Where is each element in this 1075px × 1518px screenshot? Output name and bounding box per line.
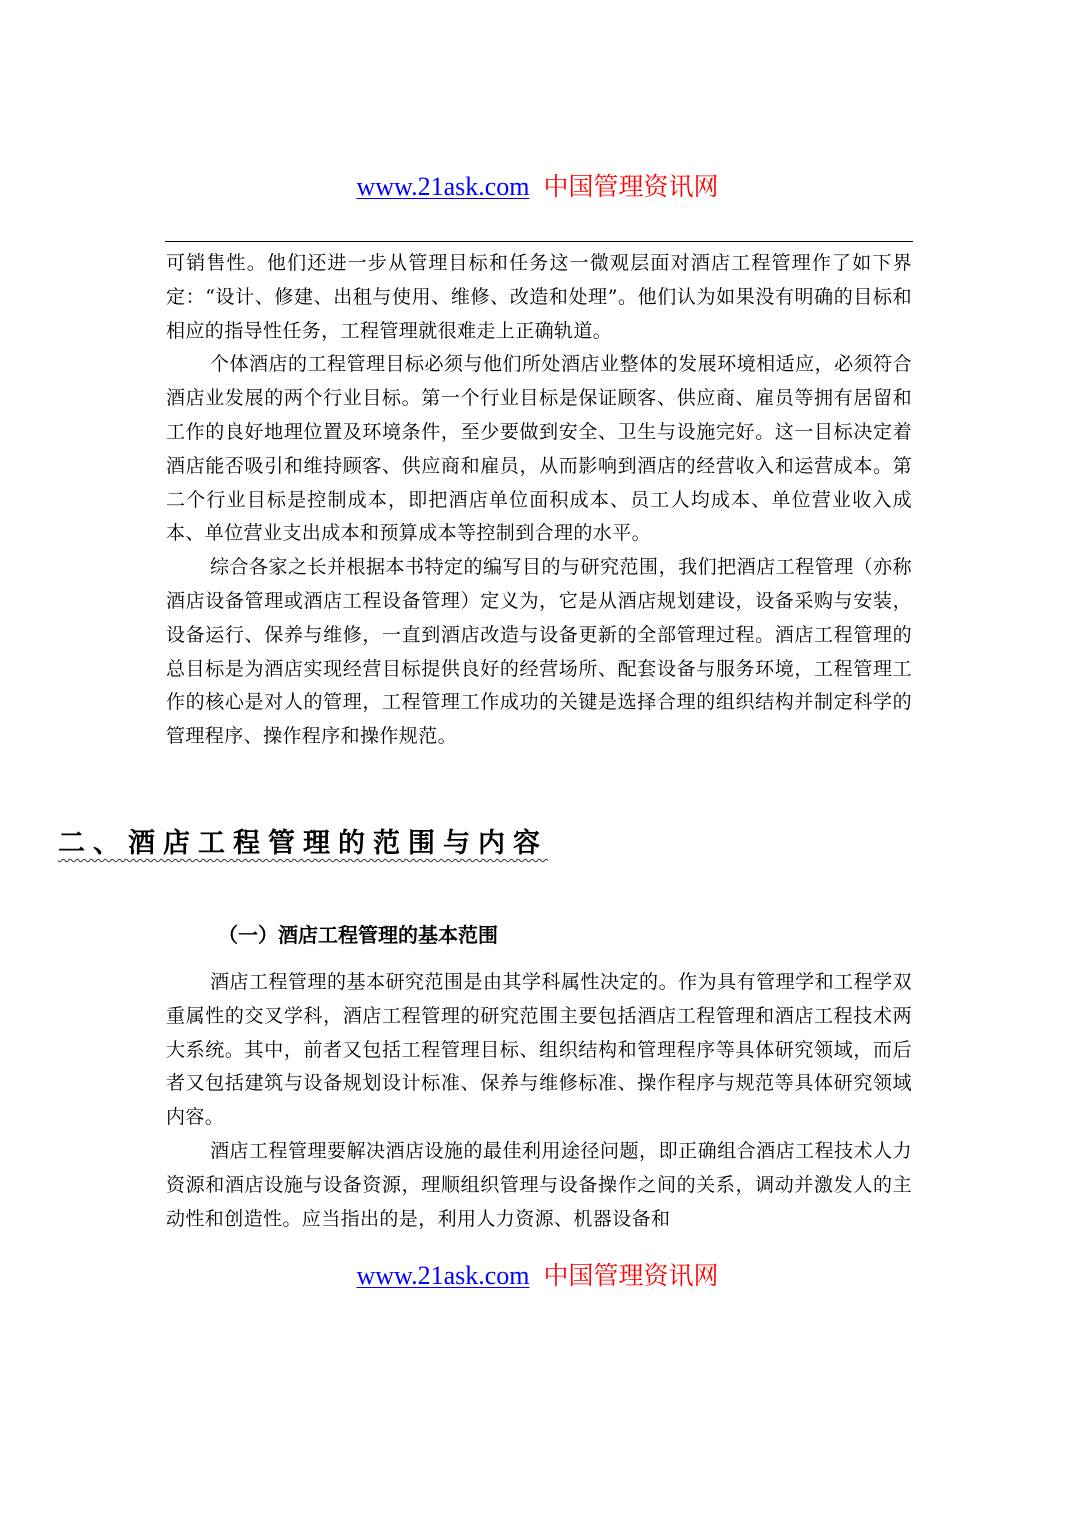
footer-site-link[interactable]: www.21ask.com (356, 1261, 530, 1290)
paragraph-utilization: 酒店工程管理要解决酒店设施的最佳利用途径问题，即正确组合酒店工程技术人力资源和酒店设施与设备资源，理顺组织管理与设备操作之间的关系，调动并激发人的主动性和创造性。应当指出的是，利用人力资源、机器设备和 (166, 1139, 912, 1230)
paragraph-industry-goals: 个体酒店的工程管理目标必须与他们所处酒店业整体的发展环境相适应，必须符合酒店业发展的两个行业目标。第一个行业目标是保证顾客、供应商、雇员等拥有居留和工作的良好地理位置及环境条件，至少要做到安全、卫生与设施完好。这一目标决定着酒店能否吸引和维持顾客、供应商和雇员，从而影响到酒店的经营收入和运营成本。第二个行业目标是控制成本，即把酒店单位面积成本、员工人均成本、单位营业收入成本、单位营业支出成本和预算成本等控制到合理的水平。 (166, 353, 912, 545)
sub-heading: （一）酒店工程管理的基本范围 (218, 923, 498, 947)
body-text-top (166, 247, 912, 754)
header-rule (165, 241, 913, 242)
paragraph-definition: 综合各家之长并根据本书特定的编写目的与研究范围，我们把酒店工程管理（亦称酒店设备管理或酒店工程设备管理）定义为，它是从酒店规划建设，设备采购与安装，设备运行、保养与维修，一直到酒店改造与设备更新的全部管理过程。酒店工程管理的总目标是为酒店实现经营目标提供良好的经营场所、配套设备与服务环境，工程管理工作的核心是对人的管理，工程管理工作成功的关键是选择合理的组织结构并制定科学的管理程序、操作程序和操作规范。 (166, 556, 912, 748)
body-text-bottom (166, 966, 912, 1236)
header-site-link[interactable]: www.21ask.com (356, 172, 530, 201)
page-footer (0, 1259, 1075, 1293)
header-site-name: 中国管理资讯网 (543, 172, 719, 201)
paragraph-research-scope: 酒店工程管理的基本研究范围是由其学科属性决定的。作为具有管理学和工程学双重属性的交叉学科，酒店工程管理的研究范围主要包括酒店工程管理和酒店工程技术两大系统。其中，前者又包括工程管理目标、组织结构和管理程序等具体研究领域，而后者又包括建筑与设备规划设计标准、保养与维修标准、操作程序与规范等具体研究领域内容。 (166, 971, 912, 1129)
page-header (0, 170, 1075, 204)
footer-site-name: 中国管理资讯网 (543, 1261, 719, 1290)
section-heading: 二、酒店工程管理的范围与内容 (58, 828, 548, 859)
paragraph-continuation: 可销售性。他们还进一步从管理目标和任务这一微观层面对酒店工程管理作了如下界定：“设计、修建、出租与使用、维修、改造和处理”。他们认为如果没有明确的目标和相应的指导性任务，工程管理就很难走上正确轨道。 (166, 252, 912, 342)
